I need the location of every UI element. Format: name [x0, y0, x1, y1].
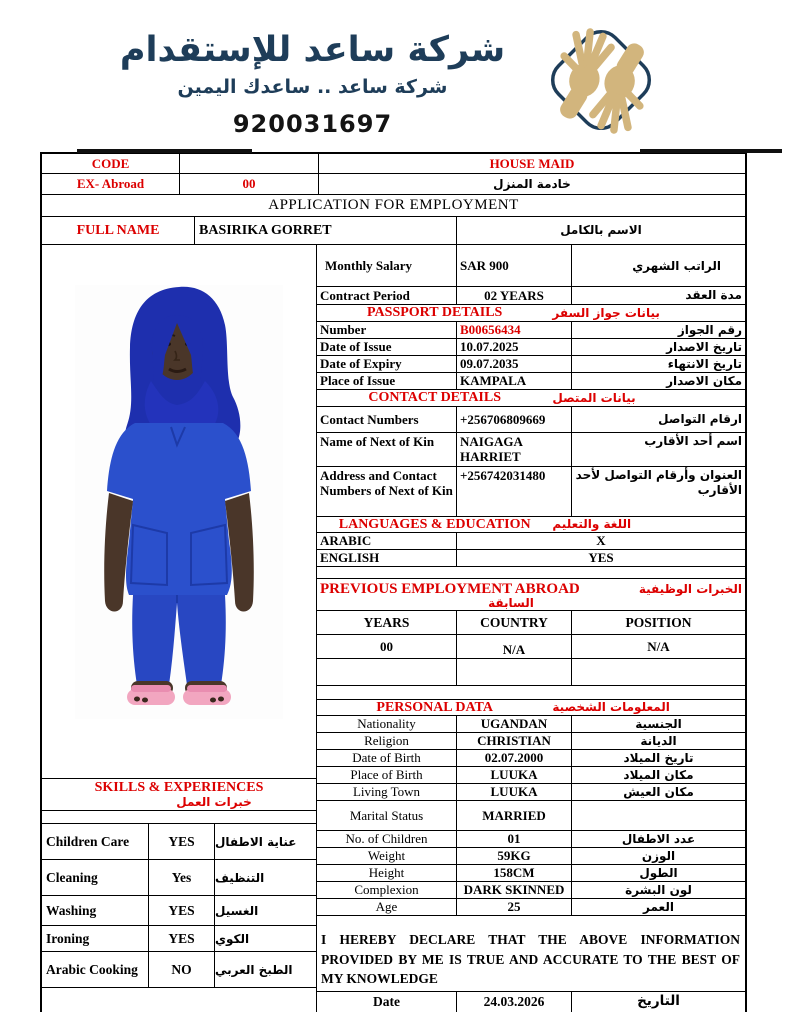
arabic-language-label: ARABIC — [317, 533, 457, 549]
age-label: Age — [317, 899, 457, 915]
weight-label: Weight — [317, 848, 457, 864]
living-town-arabic: مكان العيش — [623, 785, 694, 799]
passport-section-header-arabic: بيانات جواز السفر — [552, 306, 660, 320]
empty-row — [317, 659, 745, 686]
complexion-label: Complexion — [317, 882, 457, 898]
personal-data-section-header-arabic: المعلومات الشخصية — [552, 700, 670, 714]
place-of-issue-value: KAMPALA — [457, 373, 572, 389]
company-name: شركة ساعد للإستقدام — [119, 30, 506, 70]
date-of-birth-arabic: تاريخ الميلاد — [623, 751, 694, 765]
contact-numbers-arabic: ارقام التواصل — [658, 412, 742, 426]
contract-period-label: Contract Period — [317, 287, 457, 304]
ex-abroad-label: EX- Abroad — [42, 174, 180, 194]
contact-section-header-arabic: بيانات المتصل — [552, 391, 636, 405]
company-logo — [527, 16, 675, 144]
personal-data-section-header: PERSONAL DATA — [376, 700, 493, 715]
marital-status-value: MARRIED — [457, 801, 572, 830]
religion-label: Religion — [317, 733, 457, 749]
skills-header-en: SKILLS & EXPERIENCES — [94, 780, 264, 795]
company-tagline: شركة ساعد .. ساعدك اليمين — [177, 76, 448, 99]
photo-cell — [42, 245, 316, 779]
english-language-label: ENGLISH — [317, 550, 457, 566]
letterhead — [0, 0, 795, 144]
arabic-language-value: X — [596, 533, 606, 548]
next-of-kin-arabic: اسم أحد الأقارب — [644, 434, 742, 448]
application-form-table — [40, 152, 747, 1012]
skill-arabic: عناية الاطفال — [215, 834, 297, 849]
living-town-value: LUUKA — [457, 784, 572, 800]
date-label: Date — [317, 992, 457, 1012]
skill-value: YES — [149, 824, 215, 859]
skill-arabic: التنظيف — [215, 870, 265, 885]
date-of-expiry-label: Date of Expiry — [317, 356, 457, 372]
living-town-label: Living Town — [317, 784, 457, 800]
previous-employment-header: PREVIOUS EMPLOYMENT ABROAD — [320, 581, 580, 597]
passport-section-header: PASSPORT DETAILS — [367, 305, 503, 320]
skill-label: Children Care — [42, 824, 149, 859]
full-name-arabic: الاسم بالكامل — [560, 223, 642, 237]
skill-arabic: الغسيل — [215, 903, 259, 918]
applicant-photo — [75, 285, 283, 719]
date-of-expiry-value: 09.07.2035 — [457, 356, 572, 372]
nationality-value: UGANDAN — [457, 716, 572, 732]
height-arabic: الطول — [639, 866, 678, 880]
skill-label: Washing — [42, 896, 149, 925]
empty-row — [317, 686, 745, 700]
passport-number-arabic: رقم الجواز — [677, 323, 742, 337]
height-value: 158CM — [457, 865, 572, 881]
skill-row — [42, 896, 316, 926]
company-phone: 920031697 — [232, 110, 393, 139]
place-of-issue-arabic: مكان الاصدار — [666, 374, 742, 388]
next-of-kin-address-label: Address and Contact Numbers of Next of Kin — [317, 467, 457, 516]
religion-arabic: الديانة — [640, 734, 677, 748]
contact-section-header: CONTACT DETAILS — [368, 390, 502, 405]
country-value: N/A — [457, 635, 572, 658]
skills-section-header — [42, 779, 316, 811]
scan-artifact-bar — [640, 149, 782, 153]
place-of-birth-value: LUUKA — [457, 767, 572, 783]
date-of-expiry-arabic: تاريخ الانتهاء — [667, 357, 742, 371]
contact-numbers-label: Contact Numbers — [317, 407, 457, 432]
empty-row — [317, 567, 745, 579]
code-value: 00 — [180, 174, 319, 194]
children-count-label: No. of Children — [317, 831, 457, 847]
complexion-value: DARK SKINNED — [457, 882, 572, 898]
marital-status-arabic — [572, 801, 745, 830]
house-maid-arabic: خادمة المنزل — [493, 177, 571, 191]
empty-cell — [457, 659, 572, 685]
hands-logo-icon — [527, 16, 675, 144]
children-count-value: 01 — [457, 831, 572, 847]
years-column-header: YEARS — [317, 611, 457, 634]
age-arabic: العمر — [643, 900, 674, 914]
date-arabic: التاريخ — [637, 993, 680, 1009]
house-maid-label: HOUSE MAID — [489, 156, 575, 171]
full-name-label: FULL NAME — [42, 217, 195, 244]
previous-employment-header-sub: السابقة — [488, 596, 534, 610]
skill-value: YES — [149, 896, 215, 925]
position-value: N/A — [647, 639, 670, 654]
complexion-arabic: لون البشرة — [625, 883, 692, 897]
skill-arabic: الكوي — [215, 931, 250, 946]
empty-cell — [572, 659, 745, 685]
skill-arabic: الطبخ العربي — [215, 962, 293, 977]
weight-value: 59KG — [457, 848, 572, 864]
scan-artifact-bar — [77, 149, 252, 153]
passport-number-label: Number — [317, 322, 457, 338]
place-of-issue-label: Place of Issue — [317, 373, 457, 389]
full-name-value: BASIRIKA GORRET — [195, 217, 457, 244]
skill-label: Arabic Cooking — [42, 952, 149, 987]
right-pane — [317, 245, 745, 1012]
languages-section-header: LANGUAGES & EDUCATION — [338, 517, 531, 532]
country-column-header: COUNTRY — [457, 611, 572, 634]
nationality-label: Nationality — [317, 716, 457, 732]
next-of-kin-address-arabic: العنوان وأرقام التواصل لأحد الأقارب — [575, 468, 742, 497]
monthly-salary-arabic: الراتب الشهري — [632, 259, 721, 273]
religion-value: CHRISTIAN — [457, 733, 572, 749]
skill-value: YES — [149, 926, 215, 951]
contract-period-value: 02 YEARS — [457, 287, 572, 304]
contract-period-arabic: مدة العقد — [685, 288, 742, 302]
skill-value: NO — [149, 952, 215, 987]
age-value: 25 — [457, 899, 572, 915]
previous-employment-header-arabic: الخبرات الوظيفية — [638, 582, 742, 596]
languages-section-header-arabic: اللغة والتعليم — [552, 517, 632, 531]
skill-label: Ironing — [42, 926, 149, 951]
skill-row — [42, 926, 316, 952]
empty-cell — [317, 659, 457, 685]
skill-label: Cleaning — [42, 860, 149, 895]
passport-number-value: B00656434 — [457, 322, 572, 338]
marital-status-label: Marital Status — [317, 801, 457, 830]
children-count-arabic: عدد الاطفال — [621, 832, 696, 846]
skill-row — [42, 952, 316, 988]
next-of-kin-value: NAIGAGA HARRIET — [457, 433, 572, 466]
next-of-kin-label: Name of Next of Kin — [317, 433, 457, 466]
date-of-birth-label: Date of Birth — [317, 750, 457, 766]
position-column-header: POSITION — [625, 615, 692, 630]
date-of-birth-value: 02.07.2000 — [457, 750, 572, 766]
empty-cell — [42, 988, 316, 1012]
weight-arabic: الوزن — [641, 849, 676, 863]
left-pane — [42, 245, 317, 1012]
place-of-birth-arabic: مكان الميلاد — [623, 768, 694, 782]
date-of-issue-arabic: تاريخ الاصدار — [666, 340, 742, 354]
years-value: 00 — [317, 635, 457, 658]
next-of-kin-address-value: +256742031480 — [457, 467, 572, 516]
monthly-salary-label: Monthly Salary — [317, 245, 457, 286]
empty-row — [42, 811, 316, 824]
code-label: CODE — [42, 154, 180, 173]
declaration-text: I HEREBY DECLARE THAT THE ABOVE INFORMATION PROVIDED BY ME IS TRUE AND ACCURATE TO THE BEST OF MY KNOWLEDGE — [317, 916, 745, 992]
date-of-issue-label: Date of Issue — [317, 339, 457, 355]
skill-value: Yes — [149, 860, 215, 895]
date-value: 24.03.2026 — [457, 992, 572, 1012]
contact-numbers-value: +256706809669 — [457, 407, 572, 432]
place-of-birth-label: Place of Birth — [317, 767, 457, 783]
english-language-value: YES — [588, 550, 614, 565]
skill-row — [42, 860, 316, 896]
date-of-issue-value: 10.07.2025 — [457, 339, 572, 355]
application-title: APPLICATION FOR EMPLOYMENT — [268, 197, 519, 213]
monthly-salary-value: SAR 900 — [457, 245, 572, 286]
skill-row — [42, 824, 316, 860]
skills-header-arabic: خبرات العمل — [176, 795, 252, 809]
nationality-arabic: الجنسية — [635, 717, 682, 731]
height-label: Height — [317, 865, 457, 881]
code-empty-cell — [180, 154, 319, 173]
